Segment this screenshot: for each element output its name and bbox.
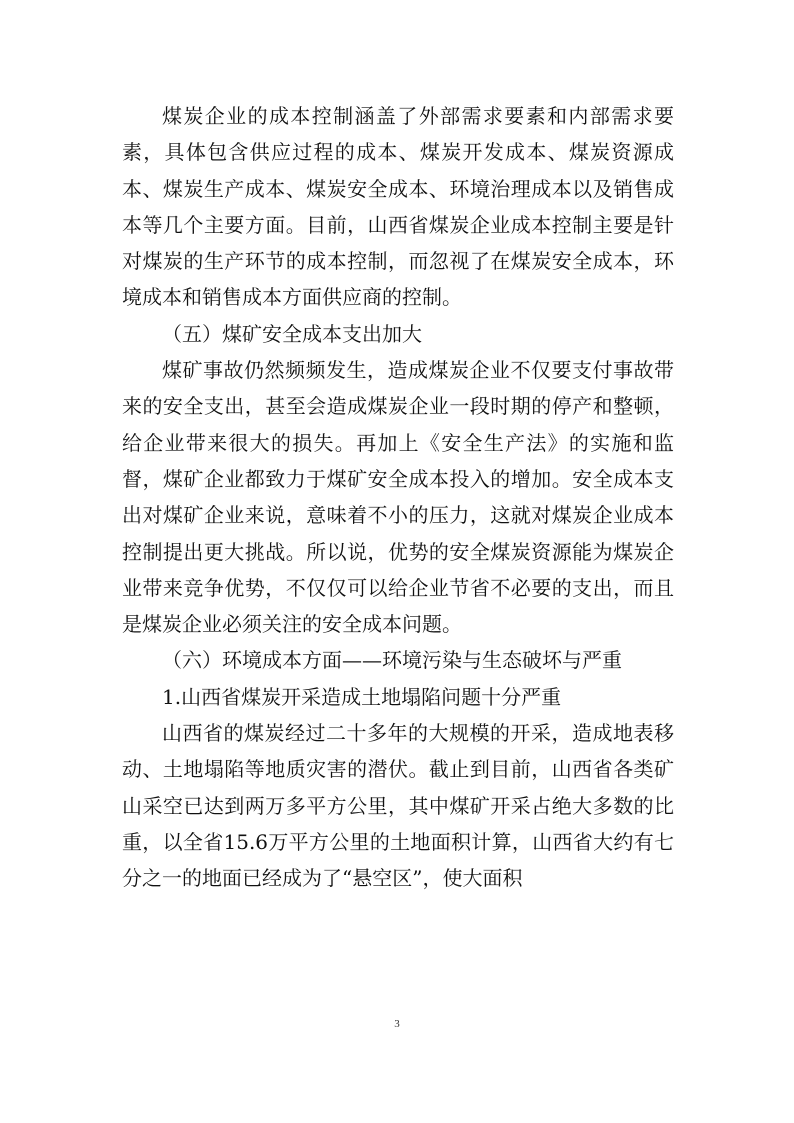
- subsection-heading-land-subsidence: 1.山西省煤炭开采造成土地塌陷问题十分严重: [162, 684, 562, 709]
- section-heading-environment-cost: （六）环境成本方面——环境污染与生态破坏与严重: [162, 648, 622, 673]
- section-heading-safety-cost: （五）煤矿安全成本支出加大: [162, 321, 422, 346]
- paragraph-safety-cost: 煤矿事故仍然频频发生，造成煤炭企业不仅要支付事故带来的安全支出，甚至会造成煤炭企业一段时期的停产和整顿，给企业带来很大的损失。再加上《安全生产法》的实施和监督，煤矿企业都致力于煤矿安全成本投入的增加。安全成本支出对煤矿企业来说，意味着不小的压力，这就对煤炭企业成本控制提出更大挑战。所以说，优势的安全煤炭资源能为煤炭企业带来竞争优势，不仅仅可以给企业节省不必要的支出，而且是煤炭企业必须关注的安全成本问题。: [122, 358, 674, 637]
- paragraph-cost-control: 煤炭企业的成本控制涵盖了外部需求要素和内部需求要素，具体包含供应过程的成本、煤炭开发成本、煤炭资源成本、煤炭生产成本、煤炭安全成本、环境治理成本以及销售成本等几个主要方面。目前，山西省煤炭企业成本控制主要是针对煤炭的生产环节的成本控制，而忽视了在煤炭安全成本，环境成本和销售成本方面供应商的控制。: [122, 104, 674, 310]
- page-number: 3: [394, 1018, 400, 1030]
- paragraph-land-subsidence: 山西省的煤炭经过二十多年的大规模的开采，造成地表移动、土地塌陷等地质灾害的潜伏。截止到目前，山西省各类矿山采空已达到两万多平方公里，其中煤矿开采占绝大多数的比重，以全省15.6万平方公里的土地面积计算，山西省大约有七分之一的地面已经成为了“悬空区”，使大面积: [122, 721, 674, 891]
- document-body: [122, 98, 674, 897]
